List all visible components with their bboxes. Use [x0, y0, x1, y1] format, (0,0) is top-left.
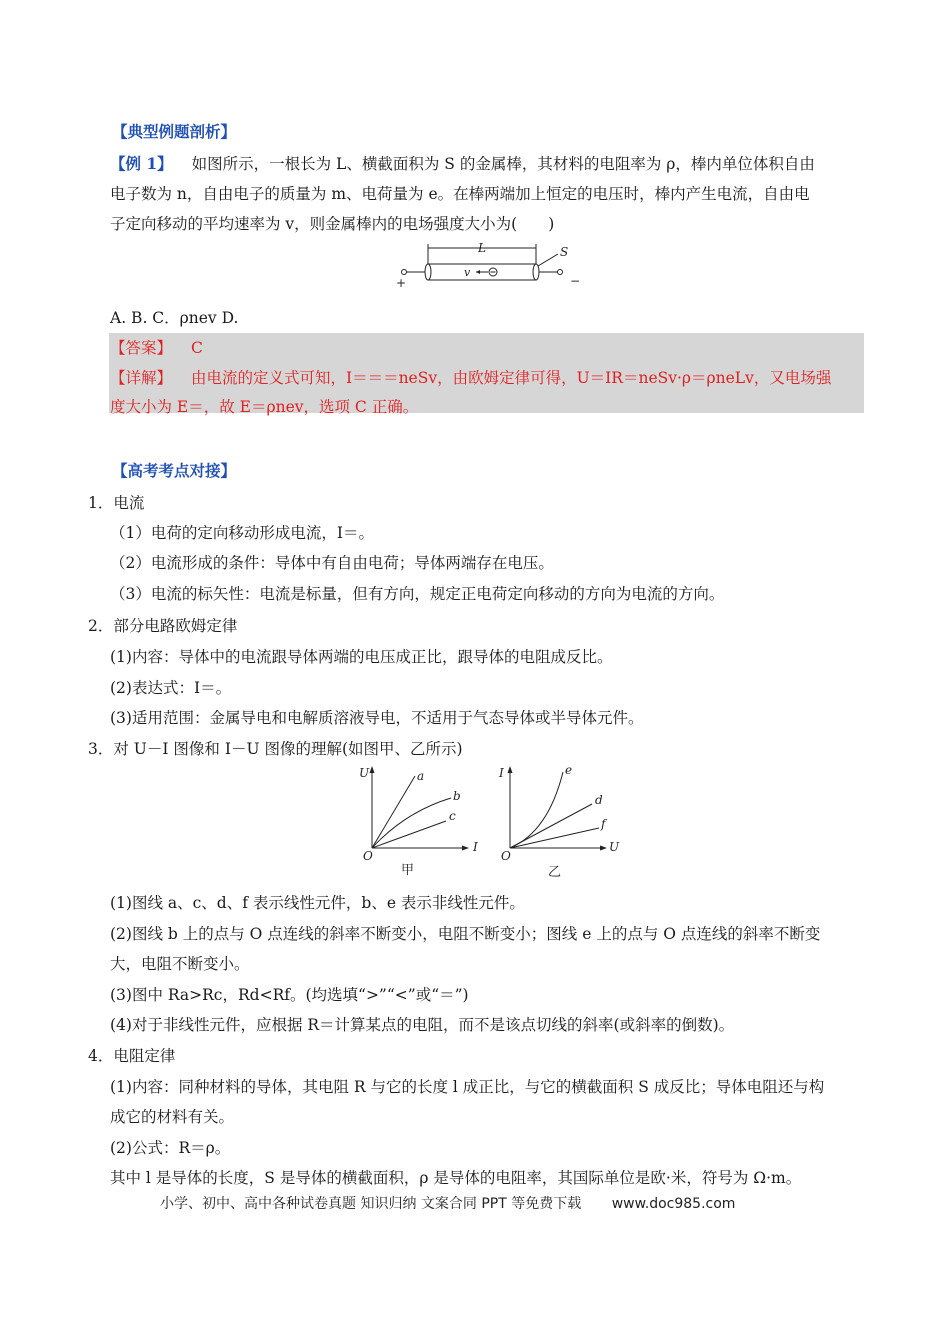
example-tag: 【例 1】: [110, 154, 173, 173]
graph-yi-label-d: d: [595, 793, 603, 807]
graph-yi-label-f: f: [601, 817, 606, 831]
point-3-b-line-1: (2)图线 b 上的点与 O 点连线的斜率不断变小，电阻不断变小；图线 e 上的点与 O 点连线的斜率不断变: [110, 925, 821, 943]
metal-rod-figure: [392, 240, 582, 290]
detail-line-1: [110, 366, 831, 388]
plus-sign: +: [396, 276, 407, 290]
terminal-left: [402, 270, 407, 275]
point-3-a: (1)图线 a、c、d、f 表示线性元件，b、e 表示非线性元件。: [110, 894, 525, 912]
point-2-c: (3)适用范围：金属导电和电解质溶液导电，不适用于气态导体或半导体元件。: [110, 709, 644, 727]
point-4-title: 4．电阻定律: [88, 1047, 176, 1065]
section-title-examples: 【典型例题剖析】: [112, 122, 237, 141]
graph-yi-x-arrow: [600, 846, 607, 851]
example-options: A. B. C．ρnev D.: [110, 309, 239, 327]
graph-yi-origin: O: [501, 849, 511, 863]
example-text-1: 如图所示，一根长为 L、横截面积为 S 的金属棒，其材料的电阻率为 ρ，棒内单位体积自由: [191, 155, 815, 173]
rod-length-label: L: [478, 241, 486, 255]
graph-jia-y-label: U: [359, 766, 370, 780]
rod-end-right: [533, 264, 539, 280]
answer-value: C: [190, 339, 203, 357]
minus-sign: −: [570, 274, 581, 288]
point-4-a-line-2: 成它的材料有关。: [110, 1108, 235, 1126]
point-2-a: (1)内容：导体中的电流跟导体两端的电压成正比，跟导体的电阻成反比。: [110, 648, 613, 666]
area-pointer: [538, 254, 558, 266]
point-3-b-line-2: 大，电阻不断变小。: [110, 955, 250, 973]
graph-jia-label-b: b: [453, 789, 461, 803]
point-2-title: 2．部分电路欧姆定律: [88, 617, 238, 635]
graph-jia-x-arrow: [462, 846, 469, 851]
graph-yi-curve-f: [510, 828, 599, 848]
graph-yi-label-e: e: [565, 763, 573, 777]
graph-jia-curve-a: [372, 776, 415, 848]
answer-line: [110, 336, 203, 358]
point-4-c: 其中 l 是导体的长度，S 是导体的横截面积，ρ 是导体的电阻率，其国际单位是欧·米，符号为 Ω·m。: [110, 1169, 802, 1187]
point-1-c: （3）电流的标矢性：电流是标量，但有方向，规定正电荷定向移动的方向为电流的方向。: [110, 585, 725, 603]
point-1-b: （2）电流形成的条件：导体中有自由电荷；导体两端存在电压。: [110, 554, 554, 572]
graph-yi-y-arrow: [508, 766, 513, 773]
point-4-a-line-1: (1)内容：同种材料的导体，其电阻 R 与它的长度 l 成正比，与它的横截面积 S 成反比；导体电阻还与构: [110, 1078, 825, 1096]
rod-end-left: [425, 264, 431, 280]
point-2-b: (2)表达式：I＝。: [110, 679, 232, 697]
graph-yi-caption: 乙: [548, 865, 562, 880]
graph-jia-curve-c: [372, 821, 446, 848]
point-1-a: （1）电荷的定向移动形成电流，I＝。: [110, 524, 374, 542]
example-line-2: 电子数为 n，自由电子的质量为 m、电荷量为 e。在棒两端加上恒定的电压时，棒内产生电流，自由电: [110, 185, 810, 203]
point-3-c: (3)图中 Ra>Rc，Rd<Rf。(均选填“>”“<”或“＝”): [110, 986, 469, 1004]
footer-text: 小学、初中、高中各种试卷真题 知识归纳 文案合同 PPT 等免费下载: [160, 1196, 582, 1212]
graph-yi: [493, 762, 623, 882]
example-line-3: 子定向移动的平均速率为 v，则金属棒内的电场强度大小为( ): [110, 215, 555, 233]
answer-tag: 【答案】: [110, 339, 173, 357]
point-3-d: (4)对于非线性元件，应根据 R＝计算某点的电阻，而不是该点切线的斜率(或斜率的倒数)。: [110, 1016, 735, 1034]
graph-jia-y-arrow: [370, 766, 375, 773]
graph-jia-origin: O: [363, 849, 373, 863]
point-4-b: (2)公式：R＝ρ。: [110, 1139, 231, 1157]
graph-yi-x-label: U: [609, 840, 620, 854]
velocity-label: v: [464, 266, 471, 279]
detail-tag: 【详解】: [110, 369, 173, 387]
graph-jia-x-label: I: [473, 840, 478, 854]
footer: [160, 1193, 735, 1213]
graph-yi-curve-e: [510, 772, 563, 848]
point-3-title: 3．对 U－I 图像和 I－U 图像的理解(如图甲、乙所示): [88, 740, 463, 758]
graph-jia-caption: 甲: [401, 863, 415, 878]
graph-yi-curve-d: [510, 804, 592, 848]
point-1-title: 1．电流: [88, 494, 145, 512]
graph-jia-label-c: c: [449, 809, 456, 823]
detail-line-2: 度大小为 E＝，故 E＝ρnev，选项 C 正确。: [110, 398, 419, 416]
example-line-1: [110, 152, 815, 174]
area-label: S: [560, 245, 569, 259]
graph-jia: [355, 762, 485, 882]
detail-text-1: 由电流的定义式可知，I＝＝＝neSv，由欧姆定律可得，U＝IR＝neSv·ρ＝ρneLv，又电场强: [190, 369, 832, 387]
velocity-arrowhead: [476, 270, 480, 274]
section-title-points: 【高考考点对接】: [112, 461, 237, 480]
footer-url[interactable]: www.doc985.com: [611, 1196, 736, 1212]
graph-jia-label-a: a: [417, 769, 425, 783]
terminal-right: [558, 270, 563, 275]
graph-yi-y-label: I: [499, 766, 504, 780]
